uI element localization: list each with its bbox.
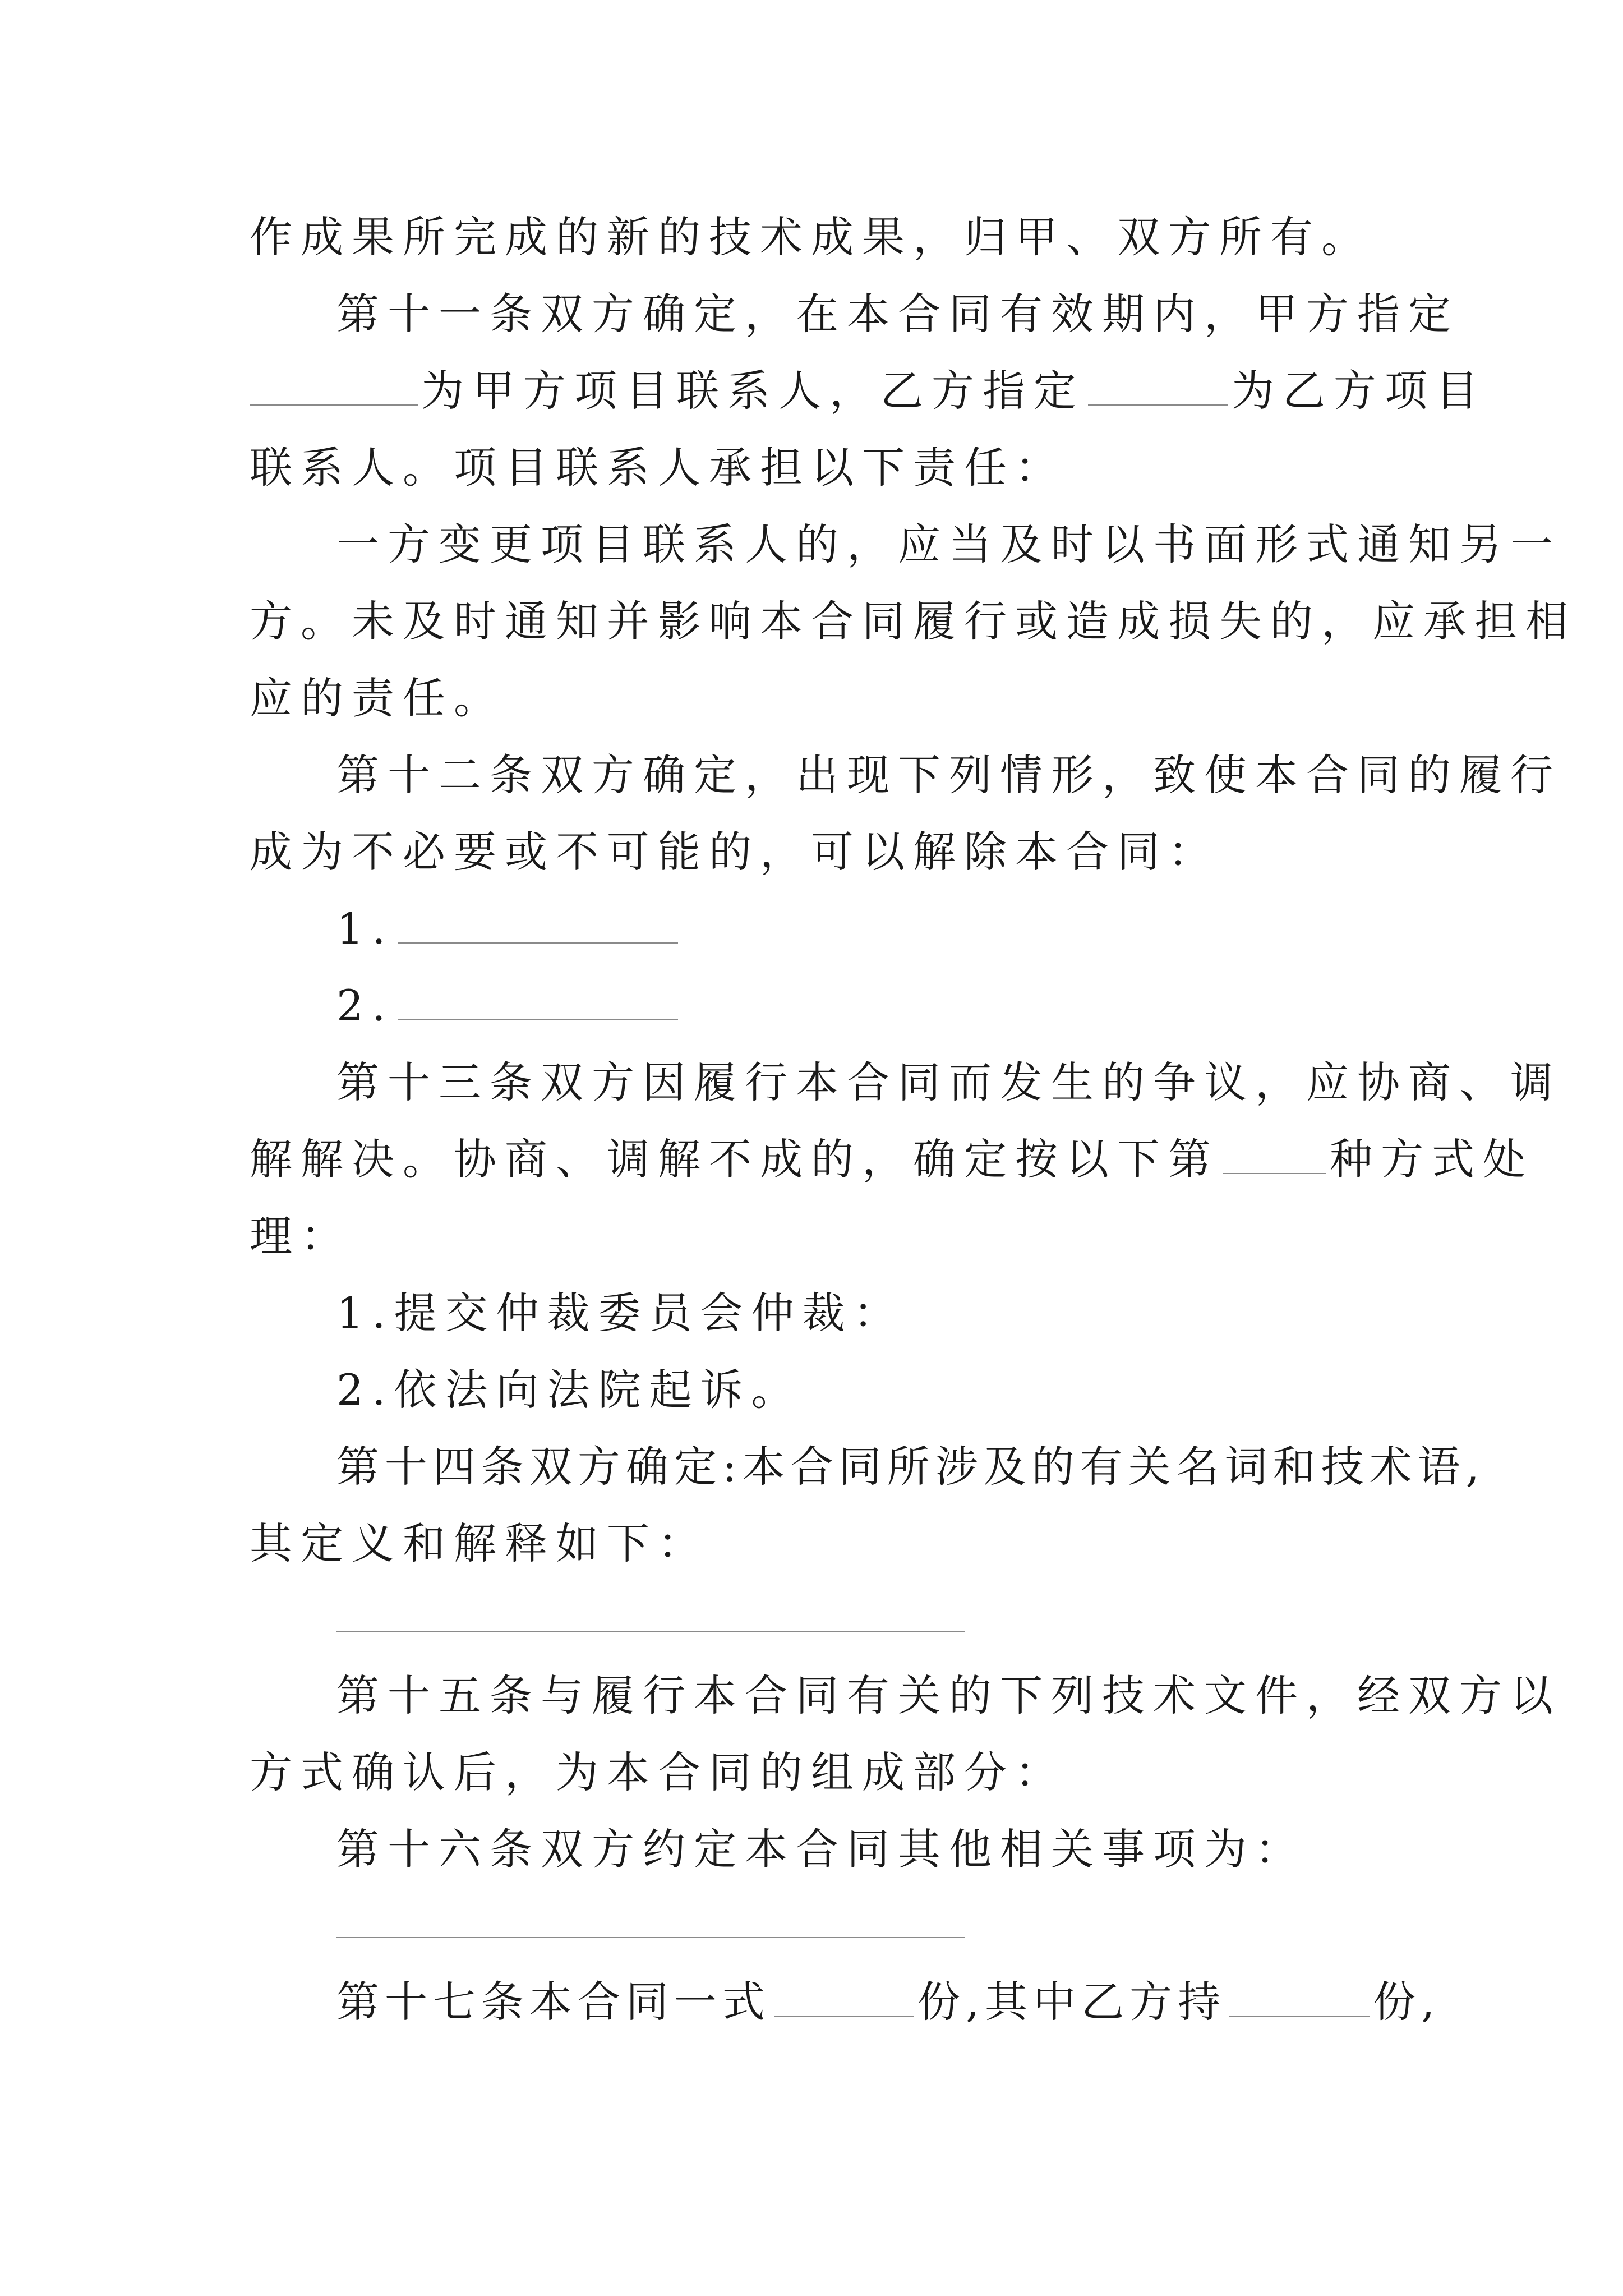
fill-in-blank: [398, 909, 678, 944]
article-13-line: 第十三条双方因履行本合同而发生的争议，应协商、调: [336, 1057, 1561, 1107]
other-matters-blank-line: [336, 1937, 965, 1938]
paragraph-line: 作成果所完成的新的技术成果，归甲、双方所有。: [250, 212, 1372, 262]
list-number: 1.: [336, 904, 394, 954]
article-15-line: 第十五条与履行本合同有关的下列技术文件，经双方以: [336, 1671, 1561, 1720]
party-b-contact-blank: [1088, 371, 1228, 406]
list-item-line: 1.提交仲裁委员会仲裁：: [336, 1288, 905, 1338]
paragraph-line: 应的责任。: [250, 673, 505, 723]
paragraph-line: 其定义和解释如下：: [250, 1519, 709, 1568]
definition-blank-line: [336, 1631, 965, 1632]
text-fragment: 份,: [1373, 1977, 1441, 2027]
article-14-line: 第十四条双方确定:本合同所涉及的有关名词和技术语,: [336, 1442, 1485, 1492]
text-fragment: 解解决。协商、调解不成的，确定按以下第: [250, 1134, 1219, 1184]
fill-in-blank: [398, 986, 678, 1020]
paragraph-line: 成为不必要或不可能的，可以解除本合同：: [250, 827, 1219, 877]
paragraph-line: 方式确认后，为本合同的组成部分：: [250, 1747, 1066, 1797]
party-a-contact-blank: [250, 371, 418, 406]
text-fragment: 种方式处: [1330, 1134, 1534, 1184]
list-number: 2.: [336, 981, 394, 1030]
article-17-line: [336, 1974, 1481, 2030]
paragraph-line: 一方变更项目联系人的，应当及时以书面形式通知另一: [336, 519, 1561, 569]
article-11-line: 第十一条双方确定，在本合同有效期内，甲方指定: [336, 289, 1459, 339]
article-12-line: 第十二条双方确定，出现下列情形，致使本合同的履行: [336, 750, 1561, 800]
article-11-line-contacts: [250, 363, 1487, 419]
text-fragment: 为乙方项目: [1232, 366, 1487, 416]
method-number-blank: [1223, 1139, 1326, 1174]
text-fragment: 为甲方项目联系人，乙方指定: [421, 366, 1085, 416]
copies-total-blank: [774, 1982, 914, 2017]
article-13-line-method: [250, 1131, 1534, 1188]
list-item-line: [336, 978, 1481, 1034]
list-item-line: 2.依法向法院起诉。: [336, 1365, 803, 1415]
article-16-line: 第十六条双方约定本合同其他相关事项为：: [336, 1824, 1306, 1874]
list-item-line: [336, 901, 1481, 957]
paragraph-line: 方。未及时通知并影响本合同履行或造成损失的，应承担相: [250, 596, 1576, 646]
text-fragment: 第十七条本合同一式: [336, 1977, 771, 2027]
paragraph-line: 理：: [250, 1211, 352, 1261]
text-fragment: 份,其中乙方持: [917, 1977, 1227, 2027]
paragraph-line: 联系人。项目联系人承担以下责任：: [250, 443, 1066, 493]
copies-party-b-blank: [1229, 1982, 1370, 2017]
